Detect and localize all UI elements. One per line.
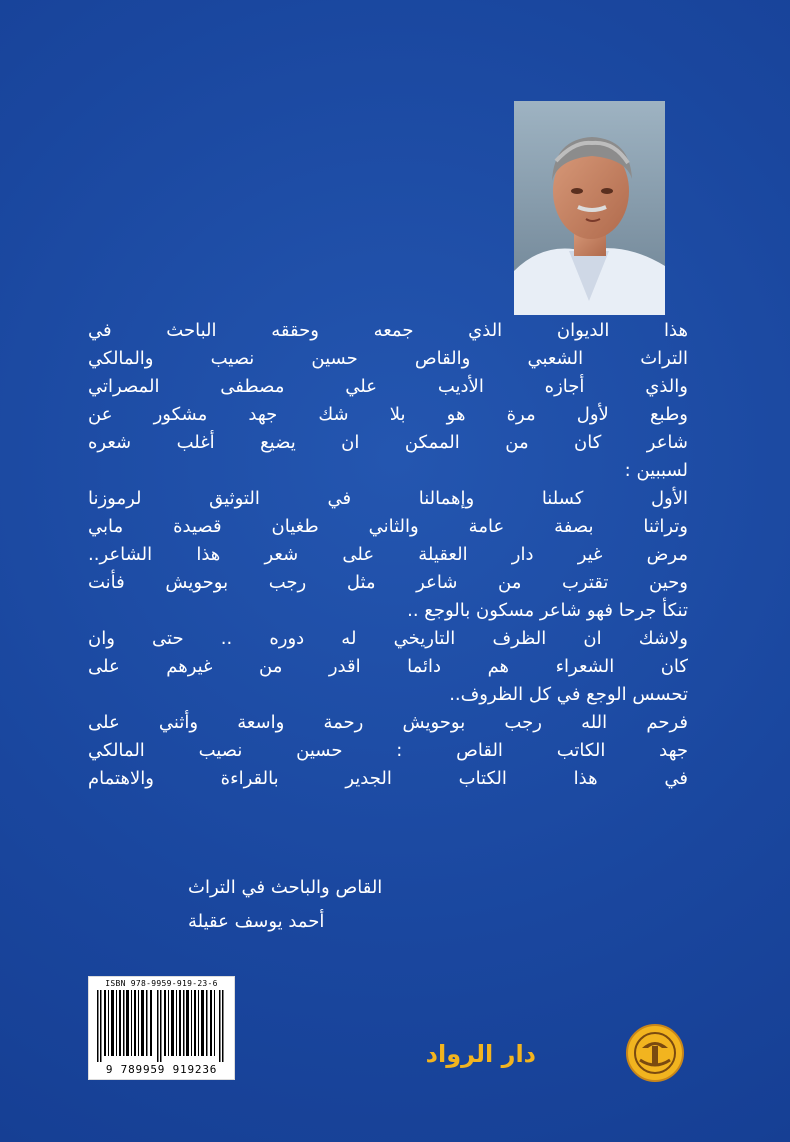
description-line-11: تنكأ جرحا فهو شاعر مسكون بالوجع .. bbox=[407, 600, 688, 621]
signature-name: أحمد يوسف عقيلة bbox=[188, 911, 325, 932]
publisher-emblem-icon bbox=[425, 1018, 690, 1088]
description-line-5: شاعر كان من الممكن ان يضيع أغلب شعره bbox=[88, 432, 688, 453]
description-line-8: وتراثنا بصفة عامة والثاني طغيان قصيدة مابي bbox=[88, 516, 688, 537]
description-line-9: مرض غير دار العقيلة على شعر هذا الشاعر.. bbox=[88, 544, 688, 565]
publisher-name: دار الرواد bbox=[425, 1040, 536, 1068]
description-line-4: وطبع لأول مرة هو بلا شك جهد مشكور عن bbox=[88, 404, 688, 425]
description-line-2: التراث الشعبي والقاص حسين نصيب والمالكي bbox=[88, 348, 688, 369]
description-line-15: فرحم الله رجب بوحويش رحمة واسعة وأثني على bbox=[88, 712, 688, 733]
description-line-6: لسببين : bbox=[624, 460, 688, 481]
description-line-14: تحسس الوجع في كل الظروف.. bbox=[449, 684, 688, 705]
ean-number: 9 789959 919236 bbox=[105, 1063, 218, 1076]
signature-role: القاص والباحث في التراث bbox=[188, 877, 383, 898]
description-line-10: وحين تقترب من شاعر مثل رجب بوحويش فأنت bbox=[88, 572, 688, 593]
author-portrait-icon bbox=[514, 101, 665, 315]
barcode-bars-icon bbox=[95, 990, 228, 1062]
signature-block bbox=[88, 872, 688, 940]
description-line-16: جهد الكاتب القاص : حسين نصيب المالكي bbox=[88, 740, 688, 761]
publisher-logo bbox=[425, 1018, 690, 1088]
author-photo bbox=[514, 101, 665, 315]
description-line-12: ولاشك ان الظرف التاريخي له دوره .. حتى وان bbox=[88, 628, 688, 649]
description-line-1: هذا الديوان الذي جمعه وحققه الباحث في bbox=[88, 320, 688, 341]
description-line-17: في هذا الكتاب الجدير بالقراءة والاهتمام bbox=[88, 768, 688, 789]
description-line-7: الأول كسلنا وإهمالنا في التوثيق لرموزنا bbox=[88, 488, 688, 509]
isbn-number: ISBN 978-9959-919-23-6 bbox=[105, 979, 218, 988]
description-line-3: والذي أجازه الأديب علي مصطفى المصراتي bbox=[88, 376, 688, 397]
back-cover-description bbox=[88, 318, 688, 794]
isbn-barcode bbox=[88, 976, 235, 1080]
description-line-13: كان الشعراء هم دائما اقدر من غيرهم على bbox=[88, 656, 688, 677]
